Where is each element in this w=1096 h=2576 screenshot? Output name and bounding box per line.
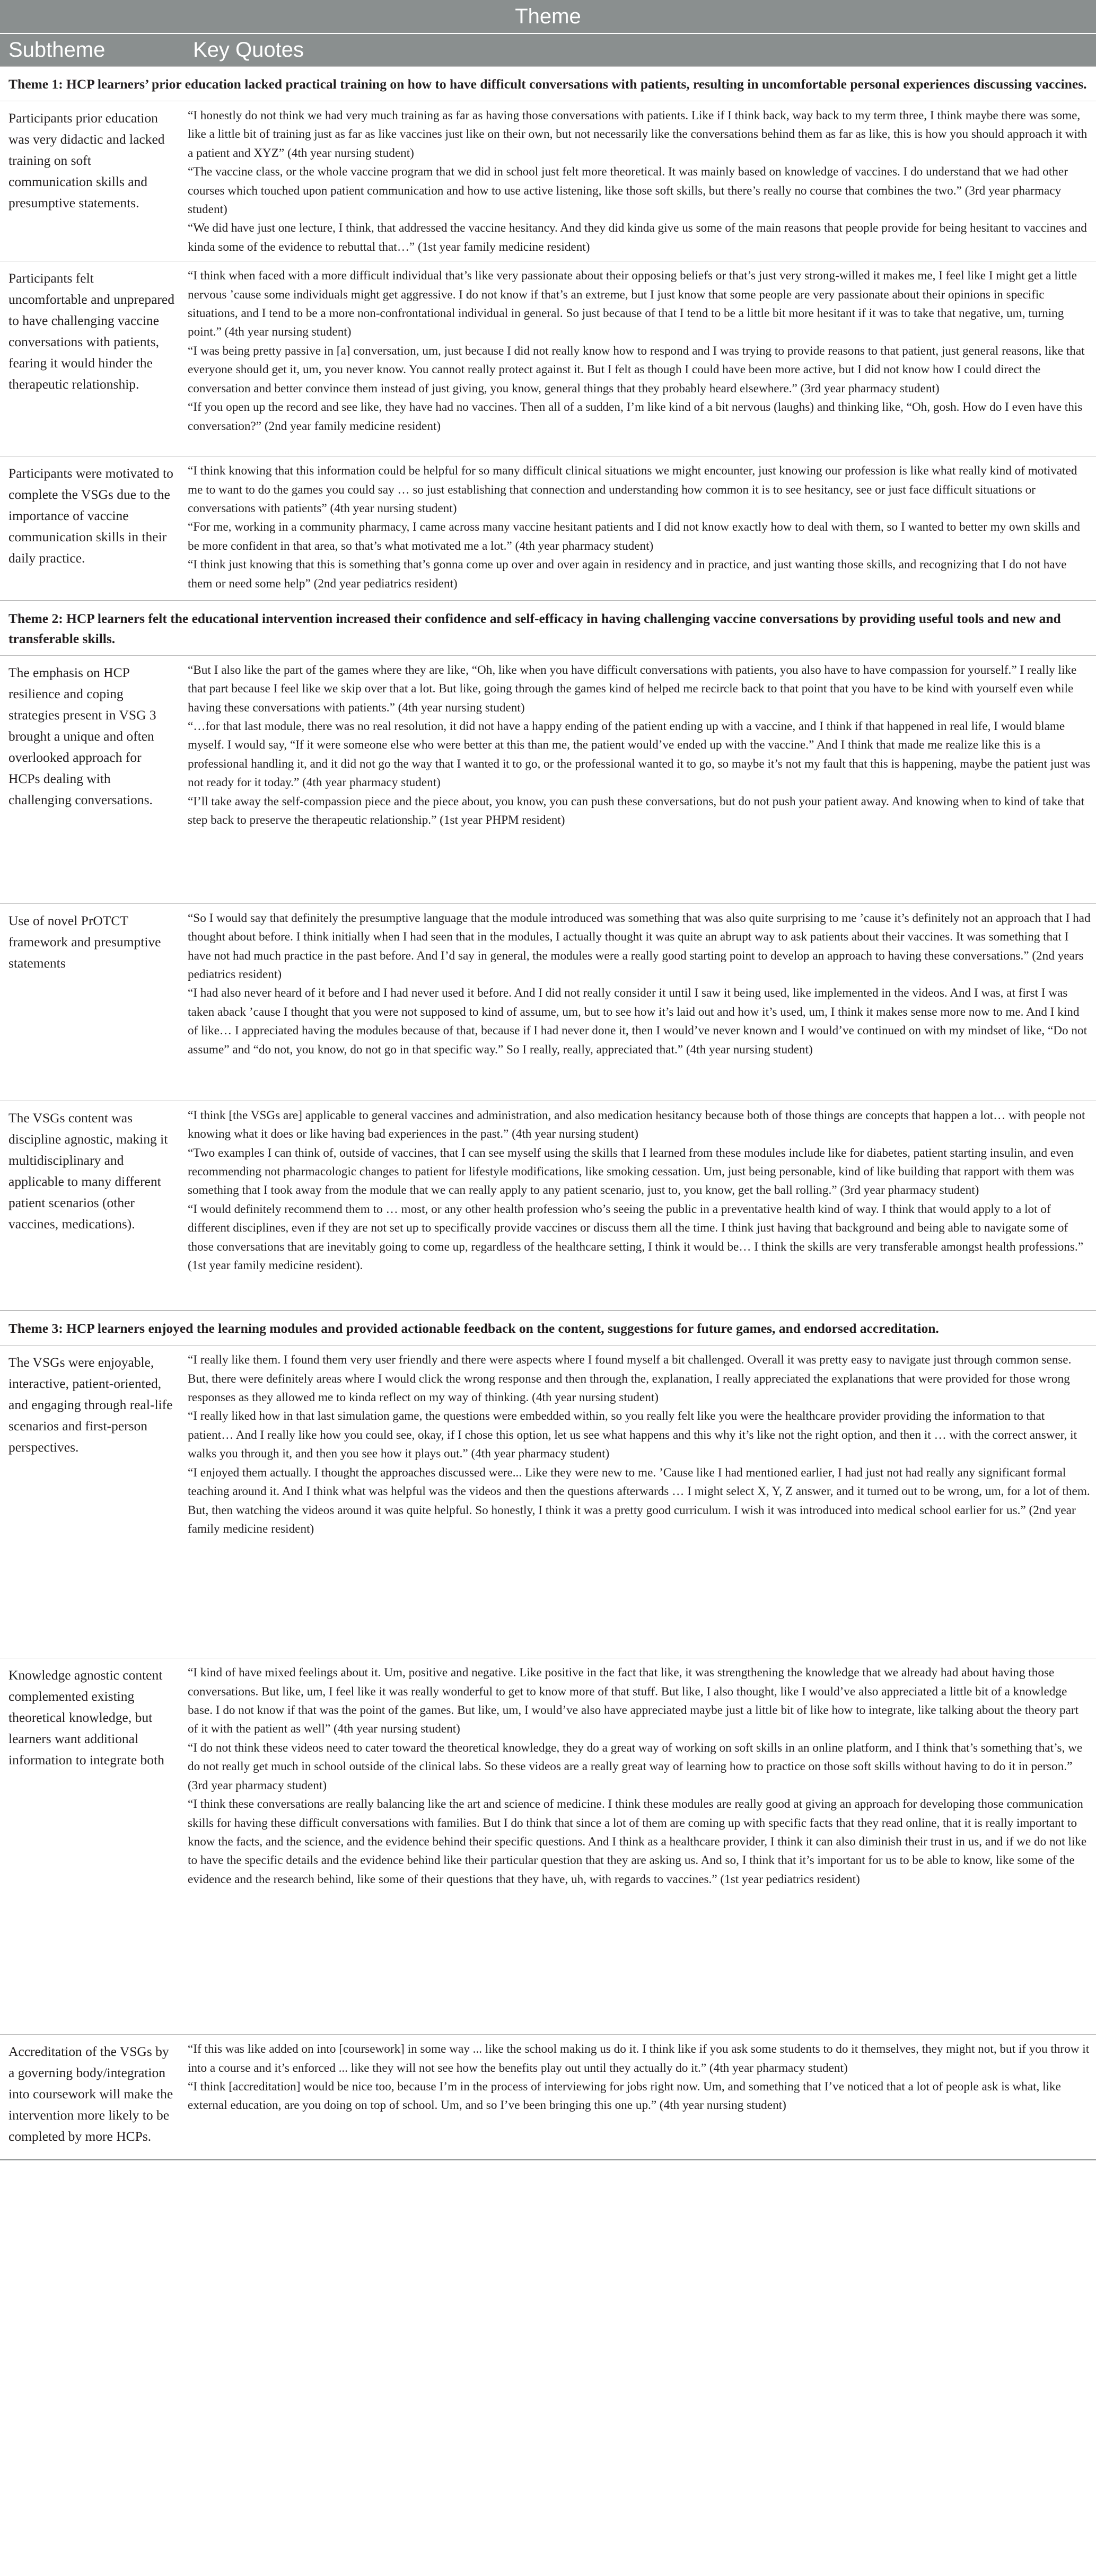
subtheme-cell: Participants were motivated to complete the VSGs due to the importance of vaccine communication skills in their daily practice. <box>0 456 179 601</box>
quote: “I think [accreditation] would be nice too, because I’m in the process of interviewing for jobs right now. Um, and something that I’ve noticed that a lot of people ask is what, like external education, are you doing on top of school. Um, and so I’ve been bringing this one up.” (4th year nursing student) <box>188 2080 1061 2113</box>
quotes-cell <box>179 1101 1096 1311</box>
quote: “I think these conversations are really balancing like the art and science of medicine. I think these modules are really good at giving an approach for developing those communication skills for having these difficult conversations with families. But I do think that since a lot of them are coming up with specific facts that they read online, that it is really important to know the facts, and the science, and the evidence behind their specific questions. And I think as a healthcare provider, I think it can also diminish their trust in us, and if we do not like to have the specific details and the evidence behind like their particular question that they are asking us. And so, I think that it’s important for us to be able to know, like some of the evidence and the research behind, like some of their questions that they have, uh, with regards to vaccines.” (1st year pediatrics resident) <box>188 1797 1087 1886</box>
column-header-row <box>0 33 1096 66</box>
subtheme-cell: Accreditation of the VSGs by a governing body/integration into coursework will make the intervention more likely to be completed by more HCPs. <box>0 2035 179 2160</box>
table-row <box>0 456 1096 601</box>
quotes-cell <box>179 655 1096 903</box>
quotes-cell <box>179 456 1096 601</box>
quote: “But I also like the part of the games where they are like, “Oh, like when you have difficult conversations with patients, you also have to have compassion for yourself.” I really like that part because I feel like we skip over that a lot. But like, going through the games kind of helped me recircle back to that point that you have to be kind with yourself even while having these conversations with patients.” (4th year nursing student) <box>188 663 1077 715</box>
quotes-cell <box>179 101 1096 261</box>
quote: “We did have just one lecture, I think, that addressed the vaccine hesitancy. And they did kinda give us some of the main reasons that people provide for being hesitant to vaccines and kinda some of the evidence to rebuttal that…” (1st year family medicine resident) <box>188 221 1087 254</box>
theme-heading: Theme 3: HCP learners enjoyed the learning modules and provided actionable feedback on the content, suggestions for future games, and endorsed accreditation. <box>0 1311 1096 1346</box>
subtheme-cell: Participants prior education was very didactic and lacked training on soft communication skills and presumptive statements. <box>0 101 179 261</box>
quotes-cell <box>179 2035 1096 2160</box>
table-row <box>0 903 1096 1101</box>
quote: “I think when faced with a more difficult individual that’s like very passionate about their opposing beliefs or that’s just very strong-willed it makes me, I feel like I might get a little nervous ’cause some individuals might get aggressive. I do not know if that’s an extreme, but I just know that some people are very passionate about their opinions in specific situations, and I tend to be a more non-confrontational individual in general. So just because of that I tend to be a little bit more hesitant if it was to take that negative, um, turning point.” (4th year nursing student) <box>188 269 1077 339</box>
table-row <box>0 655 1096 903</box>
quote: “I would definitely recommend them to … most, or any other health profession who’s seeing the public in a preventative health kind of way. I think that would apply to a lot of different disciplines, even if they are not set up to specifically provide vaccines or discuss them all the time. I think just having that background and being able to navigate some of those conversations that are inevitably going to come up, regardless of the healthcare setting, I think it would be… I think the skills are very transferable amongst health professions.” (1st year family medicine resident). <box>188 1202 1083 1272</box>
quote: “Two examples I can think of, outside of vaccines, that I can see myself using the skills that I learned from these modules include like for diabetes, patient starting insulin, and even recommending not pharmacologic changes to patient for lifestyle modifications, like smoking cessation. Um, just being personable, kind of like building that rapport with them was something that I took away from the module that we can really apply to any patient scenario, just to, you know, get the ball rolling.” (3rd year pharmacy student) <box>188 1146 1074 1198</box>
subtheme-cell: Use of novel PrOTCT framework and presumptive statements <box>0 903 179 1101</box>
table-row <box>0 1101 1096 1311</box>
quote: “I really liked how in that last simulation game, the questions were embedded within, so you really felt like you were the healthcare provider providing the information to that patient… And I really like how you could see, okay, if I chose this option, let us see what happens and this why it’s like not the right option, and then it … with the correct answer, it walks you through it, and then you see how it plays out.” (4th year pharmacy student) <box>188 1409 1077 1461</box>
quote: “The vaccine class, or the whole vaccine program that we did in school just felt more theoretical. It was mainly based on knowledge of vaccines. I do understand that we had other courses which touched upon patient communication and how to use active listening, like those soft skills, but there’s really no course that combines the two.” (3rd year pharmacy student) <box>188 165 1068 217</box>
table-title-row <box>0 0 1096 33</box>
quote: “I kind of have mixed feelings about it. Um, positive and negative. Like positive in the fact that like, it was strengthening the knowledge that we already had about having those conversations. But like, um, I feel like it was really wonderful to get to know more of that stuff. But like, I also thought, like I would’ve also appreciated a little bit of a knowledge base. I do not know if that was the point of the games. But like, um, I would’ve also have appreciated maybe just a little bit of like how to integrate, like talking about the theory part of it with the patient as well” (4th year nursing student) <box>188 1666 1079 1736</box>
quote: “I’ll take away the self-compassion piece and the piece about, you know, you can push these conversations, but do not push your patient away. And knowing when to kind of take that step back to preserve the therapeutic relationship.” (1st year PHPM resident) <box>188 794 1085 827</box>
quote: “I was being pretty passive in [a] conversation, um, just because I did not really know how to respond and I was trying to provide reasons to that patient, just general reasons, like that everyone should get it, um, you never know. You cannot really protect against it. But I felt as though I could have been more active, but I did not know how I could direct the conversation and better convince them instead of just giving, you know, general things that they probably heard elsewhere.” (3rd year pharmacy student) <box>188 344 1085 395</box>
subtheme-cell: Participants felt uncomfortable and unprepared to have challenging vaccine conversations with patients, fearing it would hinder the therapeutic relationship. <box>0 261 179 456</box>
quotes-cell <box>179 1346 1096 1658</box>
table-row <box>0 1658 1096 2035</box>
quote: “I do not think these videos need to cater toward the theoretical knowledge, they do a great way of working on soft skills in an online platform, and I think that’s something that’s, we do not really get much in school outside of the clinical labs. So these videos are a really great way of learning how to practice on those soft skills without having to do it in person.” (3rd year pharmacy student) <box>188 1740 1083 1792</box>
theme-row <box>0 1311 1096 1346</box>
column-header-subtheme: Subtheme <box>0 33 179 66</box>
quote: “I enjoyed them actually. I thought the approaches discussed were... Like they were new to me. ’Cause like I had mentioned earlier, I had just not had really any significant formal teaching around it. And I think what was helpful was the videos and then the questions afterwards … I might select X, Y, Z answer, and it turned out to be wrong, um, for a lot of them. But, then watching the videos around it was quite helpful. So honestly, I think it was a pretty good curriculum. I wish it was introduced into medical school earlier for us.” (2nd year family medicine resident) <box>188 1465 1090 1536</box>
theme-heading: Theme 1: HCP learners’ prior education lacked practical training on how to have difficult conversations with patients, resulting in uncomfortable personal experiences discussing vaccines. <box>0 66 1096 101</box>
quotes-cell <box>179 903 1096 1101</box>
quote: “I think just knowing that this is something that’s gonna come up over and over again in residency and in practice, and just wanting those skills, and recognizing that I do not have them or need some help” (2nd year pediatrics resident) <box>188 558 1067 591</box>
quotes-cell <box>179 1658 1096 2035</box>
subtheme-cell: The VSGs were enjoyable, interactive, patient-oriented, and engaging through real-life scenarios and first-person perspectives. <box>0 1346 179 1658</box>
quote: “…for that last module, there was no real resolution, it did not have a happy ending of the patient ending up with a vaccine, and I think if that happened in real life, I would blame myself. I would say, “If it were someone else who were better at this than me, the patient would’ve ended up with the vaccine.” And I think that made me realize like this is a professional handling it, and it did not go the way that I wanted it to go, or the professional wanted it to go, so maybe it’s not my fault that this is happening, maybe the patient just was not ready for it today.” (4th year pharmacy student) <box>188 719 1091 790</box>
quote: “I think knowing that this information could be helpful for so many difficult clinical situations we might encounter, just knowing our profession is like what really kind of motivated me to want to do the games you could say … so just establishing that connection and understanding how common it is to see hesitancy, see or just face difficult situations or conversations with patients” (4th year nursing student) <box>188 464 1077 516</box>
table-title: Theme <box>0 0 1096 33</box>
quote: “I think [the VSGs are] applicable to general vaccines and administration, and also medication hesitancy because both of those things are concepts that happen a lot… with people not knowing what it does or like having bad experiences in the past.” (4th year nursing student) <box>188 1108 1085 1141</box>
table-row <box>0 261 1096 456</box>
subtheme-cell: The VSGs content was discipline agnostic, making it multidisciplinary and applicable to many different patient scenarios (other vaccines, medications). <box>0 1101 179 1311</box>
quote: “For me, working in a community pharmacy, I came across many vaccine hesitant patients and I did not know exactly how to deal with them, so I wanted to better my own skills and be more confident in that area, so that’s what motivated me a lot.” (4th year pharmacy student) <box>188 520 1081 553</box>
theme-row <box>0 66 1096 101</box>
quotes-cell <box>179 261 1096 456</box>
theme-heading: Theme 2: HCP learners felt the educational intervention increased their confidence and self-efficacy in having challenging vaccine conversations by providing useful tools and new and transferable skills. <box>0 601 1096 656</box>
table-row <box>0 101 1096 261</box>
quote: “I honestly do not think we had very much training as far as having those conversations with patients. Like if I think back, way back to my term three, I think maybe there was some, like a little bit of training just as far as like vaccines just like on their own, but not necessarily like the conversations behind them as far as like, this is how you should approach it with a patient and XYZ” (4th year nursing student) <box>188 109 1088 160</box>
quote: “I had also never heard of it before and I had never used it before. And I did not really consider it until I saw it being used, like implemented in the videos. And I was, at first I was taken aback ’cause I thought that you were not supposed to kind of assume, um, but to see how it’s laid out and how it’s used, um, I think it makes sense more now to me. And I kind of like… I appreciated having the modules because of that, because if I had never done it, then I would’ve never known and I would’ve continued on with my mindset of like, “Do not assume” and “do not, you know, do not go in that specific way.” So I really, really, appreciated that.” (4th year nursing student) <box>188 986 1088 1057</box>
column-header-key-quotes: Key Quotes <box>179 33 1096 66</box>
quote: “I really like them. I found them very user friendly and there were aspects where I found myself a bit challenged. Overall it was pretty easy to navigate just through common sense. But, there were definitely areas where I would click the wrong response and then through the, explanation, I really appreciated the explanations that were provided for those wrong responses as they allowed me to kinda reflect on my way of thinking. (4th year nursing student) <box>188 1353 1072 1405</box>
subtheme-cell: Knowledge agnostic content complemented existing theoretical knowledge, but learners want additional information to integrate both <box>0 1658 179 2035</box>
quote: “If you open up the record and see like, they have had no vaccines. Then all of a sudden, I’m like kind of a bit nervous (laughs) and thinking like, “Oh, gosh. How do I even have this conversation?” (2nd year family medicine resident) <box>188 400 1083 433</box>
quote: “If this was like added on into [coursework] in some way ... like the school making us do it. I think like if you ask some students to do it themselves, they might not, but if you throw it into a course and it’s enforced ... like they will not see how the benefits play out until they actually do it.” (4th year pharmacy student) <box>188 2042 1090 2075</box>
table-row <box>0 1346 1096 1658</box>
theme-row <box>0 601 1096 656</box>
subtheme-cell: The emphasis on HCP resilience and coping strategies present in VSG 3 brought a unique and often overlooked approach for HCPs dealing with challenging conversations. <box>0 655 179 903</box>
quote: “So I would say that definitely the presumptive language that the module introduced was something that was also quite surprising to me ’cause it’s definitely not an approach that I had thought about before. I think initially when I had seen that in the modules, I actually thought it was quite an abrupt way to ask patients about their vaccines. It was something that I have not had much practice in the past before. And I’d say in general, the modules were a really good starting point to develop an approach to having these conversations.” (2nd years pediatrics resident) <box>188 911 1091 981</box>
table-row <box>0 2035 1096 2160</box>
